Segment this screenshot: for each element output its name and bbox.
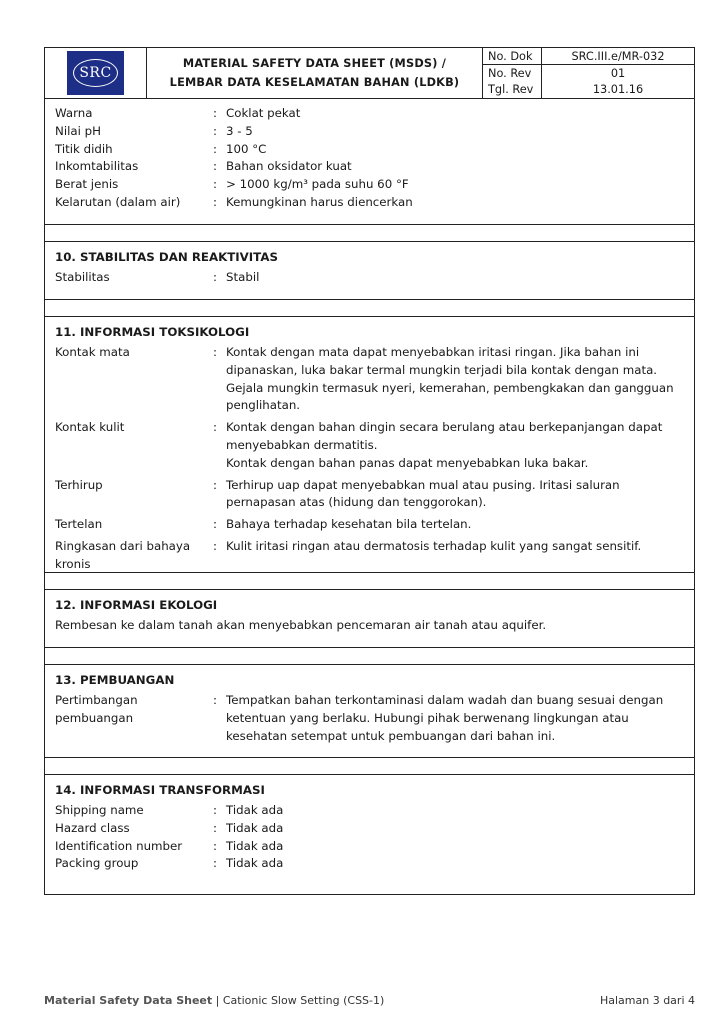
property-value: Stabil: [226, 270, 260, 284]
property-value: Tidak ada: [226, 838, 284, 853]
property-label: Inkomtabilitas: [55, 159, 139, 174]
property-colon: :: [213, 803, 217, 817]
section-spacer: [44, 300, 695, 317]
property-row: [55, 538, 684, 574]
section-spacer: [44, 225, 695, 242]
property-colon: :: [213, 693, 217, 707]
property-label: Stabilitas: [55, 270, 110, 284]
footer-title-bold: Material Safety Data Sheet: [44, 994, 213, 1007]
property-colon: :: [213, 123, 217, 138]
property-value: 3 - 5: [226, 123, 253, 138]
property-label: Pertimbangan pembuangan: [55, 693, 138, 725]
property-label: Hazard class: [55, 820, 130, 835]
section-12-title: 12. INFORMASI EKOLOGI: [55, 598, 218, 612]
property-label: Warna: [55, 106, 93, 120]
property-value-line: Bahaya terhadap kesehatan bila tertelan.: [226, 517, 472, 532]
section-transport: [44, 775, 695, 895]
title-line-1: MATERIAL SAFETY DATA SHEET (MSDS) /: [182, 57, 447, 70]
section-11-title: 11. INFORMASI TOKSIKOLOGI: [55, 325, 250, 339]
document-title: [147, 48, 483, 98]
property-value: Coklat pekat: [226, 106, 301, 120]
property-value-line: Kulit iritasi ringan atau dermatosis terhadap kulit yang sangat sensitif.: [226, 538, 642, 553]
section-toxicology: [44, 317, 695, 573]
property-colon: :: [213, 820, 217, 835]
property-row: [55, 838, 684, 856]
property-row: [55, 123, 684, 141]
property-row: [55, 194, 684, 212]
property-colon: :: [213, 856, 217, 871]
revision-values: [542, 65, 694, 98]
property-colon: :: [213, 838, 217, 853]
company-logo: [67, 51, 124, 95]
rev-number-label: No. Rev: [488, 67, 532, 80]
section-stability: [44, 242, 695, 300]
property-value: Bahan oksidator kuat: [226, 159, 352, 174]
property-colon: :: [213, 420, 217, 435]
property-colon: :: [213, 270, 217, 284]
property-colon: :: [213, 477, 217, 492]
section-spacer: [44, 573, 695, 590]
doc-number-label: No. Dok: [483, 48, 542, 64]
property-label: Kontak kulit: [55, 420, 125, 435]
section-disposal: [44, 665, 695, 758]
property-row: [55, 419, 684, 472]
property-label: Identification number: [55, 838, 183, 853]
properties-list: [55, 105, 684, 212]
logo-text: SRC: [79, 65, 112, 81]
property-value: [226, 692, 684, 745]
property-label: Kelarutan (dalam air): [55, 194, 181, 209]
property-row: [55, 158, 684, 176]
doc-number-value: SRC.III.e/MR-032: [571, 49, 665, 63]
section-14-title: 14. INFORMASI TRANSFORMASI: [55, 783, 265, 797]
property-label: Kontak mata: [55, 345, 130, 359]
property-row: [55, 344, 684, 415]
property-value-line: Kontak dengan bahan panas dapat menyebabkan luka bakar.: [226, 455, 589, 470]
section-13-title: 13. PEMBUANGAN: [55, 673, 175, 687]
section-14-rows: [55, 802, 684, 873]
property-colon: :: [213, 141, 217, 156]
property-value: [226, 516, 684, 534]
property-value: Tidak ada: [226, 803, 284, 817]
footer-document-title: [44, 994, 384, 1007]
property-value: Tidak ada: [226, 856, 284, 871]
property-colon: :: [213, 194, 217, 209]
property-row: [55, 692, 684, 745]
property-value: Kemungkinan harus diencerkan: [226, 194, 413, 209]
property-colon: :: [213, 345, 217, 359]
property-row: [55, 477, 684, 513]
property-label: Berat jenis: [55, 177, 119, 192]
section-11-rows: [55, 344, 684, 574]
property-value: [226, 344, 684, 415]
property-value-line: Kontak dengan mata dapat menyebabkan iritasi ringan. Jika bahan ini dipanaskan, luka bakar termal mungkin terjadi bila kontak dengan mata. Gejala mungkin termasuk nyeri, kemerahan, pembengkakan dan gangguan penglihatan.: [226, 345, 674, 413]
property-label: Titik didih: [55, 141, 113, 156]
property-value: [226, 477, 684, 513]
document-meta: [483, 48, 694, 98]
section-ecology: [44, 590, 695, 648]
property-label: Packing group: [55, 856, 139, 871]
section-spacer: [44, 758, 695, 775]
section-12-text: Rembesan ke dalam tanah akan menyebabkan pencemaran air tanah atau aquifer.: [55, 618, 547, 632]
property-value: Tidak ada: [226, 820, 284, 835]
revision-block: [483, 64, 694, 98]
page-footer: [44, 994, 695, 1007]
logo-cell: [45, 48, 147, 98]
rev-number-value: 01: [610, 67, 626, 80]
physical-properties: [44, 99, 695, 225]
property-value: > 1000 kg/m³ pada suhu 60 °F: [226, 177, 409, 192]
msds-page: [44, 47, 695, 895]
property-colon: :: [213, 517, 217, 532]
property-colon: :: [213, 538, 217, 553]
property-value-line: Terhirup uap dapat menyebabkan mual atau pusing. Iritasi saluran pernapasan atas (hidung dan tenggorokan).: [226, 477, 620, 510]
doc-number-row: [483, 48, 694, 64]
property-row: [55, 269, 684, 287]
property-row: [55, 802, 684, 820]
property-label: Ringkasan dari bahaya kronis: [55, 538, 191, 571]
document-header: [44, 47, 695, 99]
section-10-title: 10. STABILITAS DAN REAKTIVITAS: [55, 250, 278, 264]
rev-date-label: Tgl. Rev: [488, 83, 534, 97]
property-label: Tertelan: [55, 517, 103, 532]
revision-labels: [483, 65, 542, 98]
property-label: Nilai pH: [55, 123, 101, 138]
rev-date-value: 13.01.16: [592, 83, 644, 97]
property-row: [55, 176, 684, 194]
property-colon: :: [213, 177, 217, 192]
section-13-rows: [55, 692, 684, 745]
section-spacer: [44, 648, 695, 665]
property-row: [55, 105, 684, 123]
property-label: Terhirup: [55, 477, 103, 492]
logo-oval: [73, 59, 118, 87]
property-label: Shipping name: [55, 803, 144, 817]
property-value-line: Kontak dengan bahan dingin secara berulang atau berkepanjangan dapat menyebabkan dermatitis.: [226, 420, 663, 452]
property-colon: :: [213, 106, 217, 120]
property-value: 100 °C: [226, 141, 267, 156]
property-row: [55, 141, 684, 159]
property-row: [55, 855, 684, 873]
footer-page-number: Halaman 3 dari 4: [599, 994, 695, 1007]
property-row: [55, 820, 684, 838]
property-colon: :: [213, 159, 217, 174]
section-10-rows: [55, 269, 684, 287]
property-value: [226, 538, 684, 574]
property-value: [226, 419, 684, 472]
footer-title-rest: | Cationic Slow Setting (CSS-1): [212, 994, 385, 1007]
property-value-line: Tempatkan bahan terkontaminasi dalam wadah dan buang sesuai dengan ketentuan yang berlaku. Hubungi pihak berwenang lingkungan atau kesehatan setempat untuk pembuangan dari bahan ini.: [226, 693, 664, 743]
title-line-2: LEMBAR DATA KESELAMATAN BAHAN (LDKB): [169, 76, 460, 89]
property-row: [55, 516, 684, 534]
